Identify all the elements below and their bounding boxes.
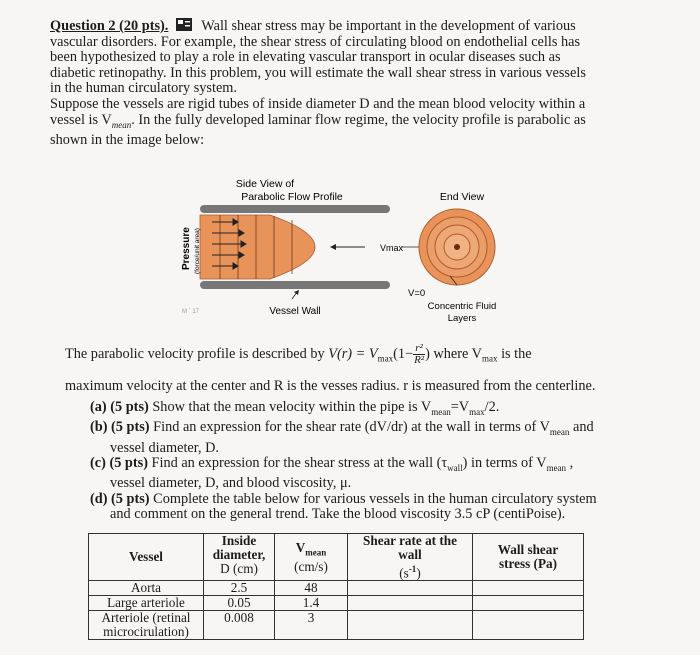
- small-mark: M ´ 17: [182, 309, 200, 315]
- cell-diameter: 0.05: [204, 596, 275, 611]
- parabolic-profile: [200, 215, 315, 279]
- header-shear-rate-sup: -1: [408, 564, 417, 574]
- part-text: Find an expression for the shear rate (dV/dr) at the wall in terms of V: [153, 419, 550, 436]
- cell-diameter: 2.5: [204, 581, 275, 596]
- part-text: ,: [566, 454, 574, 471]
- header-shear-rate-2: wall: [398, 547, 422, 562]
- intro-line: in the human circulatory system.: [50, 80, 238, 97]
- header-diameter-2: diameter,: [212, 547, 266, 562]
- cell-vessel: Aorta: [89, 581, 204, 596]
- concentric-label-2: Layers: [447, 313, 477, 324]
- vmax-arrowhead: [330, 244, 336, 250]
- part-c: [90, 456, 650, 476]
- document-icon: [176, 18, 192, 31]
- cell-vessel: [89, 611, 204, 640]
- end-title: End View: [439, 191, 485, 203]
- formula-open: (1−: [393, 345, 414, 362]
- intro-line: vascular disorders. For example, the shear stress of circulating blood on endothelial cells has: [50, 33, 581, 50]
- side-title-2: Parabolic Flow Profile: [241, 191, 343, 203]
- cell-shear-rate[interactable]: [348, 581, 473, 596]
- cell-vessel-line: Arteriole (retinal: [101, 610, 191, 626]
- assume-line: shown in the image below:: [50, 132, 205, 149]
- vessel-wall-bottom: [200, 281, 390, 289]
- cell-stress[interactable]: [473, 596, 584, 611]
- cell-stress[interactable]: [473, 611, 584, 640]
- formula-denominator: R²: [414, 354, 425, 366]
- intro-paragraph: [50, 18, 650, 149]
- header-diameter-1: Inside: [221, 533, 257, 548]
- part-b-cont: vessel diameter, D.: [110, 439, 219, 456]
- header-vmean: [275, 534, 348, 581]
- vmax-sub: max: [469, 406, 485, 417]
- formula-fraction: [413, 343, 425, 366]
- intro-line: diabetic retinopathy. In this problem, you will estimate the wall shear stress in various vessels: [50, 64, 586, 81]
- header-diameter-3: D (cm): [220, 561, 258, 576]
- part-a: [90, 400, 650, 420]
- formula-line-2: maximum velocity at the center and R is the vesses radius. r is measured from the centerline.: [65, 378, 596, 394]
- table-row: [89, 581, 584, 596]
- flow-profile-figure: [160, 172, 520, 332]
- part-text: Complete the table below for various vessels in the human circulatory system: [153, 490, 597, 507]
- end-view-circles: [419, 209, 495, 285]
- v0-label: V=0: [408, 288, 426, 299]
- intro-line: Wall shear stress may be important in the development of various: [201, 18, 576, 34]
- header-vmean-2: (cm/s): [294, 558, 328, 574]
- formula-close: ): [425, 345, 430, 362]
- vmean-sub: mean: [549, 427, 570, 438]
- part-label: (a) (5 pts): [90, 399, 149, 415]
- part-c-cont: vessel diameter, D, and blood viscosity, μ.: [110, 475, 352, 492]
- assume-line: . In the fully developed laminar flow regime, the velocity profile is parabolic as: [131, 111, 586, 128]
- vessel-wall-top: [200, 205, 390, 213]
- header-diameter: [204, 534, 275, 581]
- cell-vmean: 3: [275, 611, 348, 640]
- part-text: Show that the mean velocity within the pipe is V: [152, 399, 432, 415]
- formula-prefix: The parabolic velocity profile is described by: [65, 345, 325, 362]
- vmax-label: Vmax: [380, 243, 404, 253]
- cell-vmean: 1.4: [275, 596, 348, 611]
- cell-stress[interactable]: [473, 581, 584, 596]
- formula-lhs: V(r) = V: [328, 345, 378, 362]
- table-row: [89, 611, 584, 640]
- formula-line: [65, 343, 532, 366]
- vmean-sub: mean: [546, 462, 567, 473]
- header-shear-rate-3: (s: [399, 565, 409, 581]
- header-vmean-sub: mean: [305, 547, 327, 558]
- vessel-table: [88, 533, 584, 640]
- formula-max-sub: max: [377, 353, 394, 364]
- part-b: [90, 420, 650, 440]
- part-label: (c) (5 pts): [90, 454, 148, 471]
- formula-suffix-2: is the: [497, 345, 532, 362]
- cell-vessel: Large arteriole: [89, 596, 204, 611]
- cell-diameter: 0.008: [204, 611, 275, 640]
- question-heading: Question 2 (20 pts).: [50, 18, 169, 34]
- side-title-1: Side View of: [235, 178, 295, 190]
- vmean-sub: mean: [431, 406, 451, 417]
- header-shear-rate: [348, 534, 473, 581]
- part-text: Find an expression for the shear stress at the wall (τ: [151, 454, 448, 471]
- header-vmean-1: V: [295, 539, 306, 555]
- formula-max-sub-2: max: [482, 353, 498, 364]
- part-label: (b) (5 pts): [90, 419, 150, 436]
- assume-line: Suppose the vessels are rigid tubes of inside diameter D and the mean blood velocity within a: [50, 95, 586, 112]
- part-label: (d) (5 pts): [90, 490, 150, 507]
- concentric-label-1: Concentric Fluid: [427, 301, 497, 312]
- part-text: and: [569, 419, 594, 436]
- header-vessel: Vessel: [89, 534, 204, 581]
- table-header-row: [89, 534, 584, 581]
- assume-line: vessel is V: [50, 111, 112, 128]
- intro-line: been hypothesized to play a role in elevating vascular transport in ocular diseases such as: [50, 49, 561, 66]
- header-shear-rate-4: ): [416, 565, 421, 581]
- pressure-sub-label: (force/unit area): [194, 228, 201, 274]
- tau-sub: wall: [447, 462, 463, 473]
- cell-vessel-line: microcirulation): [103, 624, 189, 640]
- pressure-label: Pressure: [181, 227, 192, 270]
- header-stress-1: Wall shear: [497, 542, 559, 558]
- table-row: [89, 596, 584, 611]
- formula-numerator: r²: [413, 343, 425, 355]
- vessel-wall-label: Vessel Wall: [269, 306, 321, 317]
- part-text: /2.: [484, 399, 500, 415]
- formula-suffix-1: where V: [429, 345, 482, 362]
- cell-shear-rate[interactable]: [348, 611, 473, 640]
- header-stress-2: stress (Pa): [499, 556, 557, 572]
- cell-vmean: 48: [275, 581, 348, 596]
- vmean-sub: mean: [111, 119, 132, 130]
- header-stress: [473, 534, 584, 581]
- cell-shear-rate[interactable]: [348, 596, 473, 611]
- part-text: =V: [450, 399, 470, 415]
- part-d: [90, 492, 650, 507]
- part-text: ) in terms of V: [462, 454, 547, 471]
- parts-list: [90, 400, 650, 522]
- header-shear-rate-1: Shear rate at the: [363, 533, 457, 548]
- part-d-cont: and comment on the general trend. Take the blood viscosity 3.5 cP (centiPoise).: [110, 506, 566, 523]
- vessel-wall-arrowhead: [294, 290, 299, 295]
